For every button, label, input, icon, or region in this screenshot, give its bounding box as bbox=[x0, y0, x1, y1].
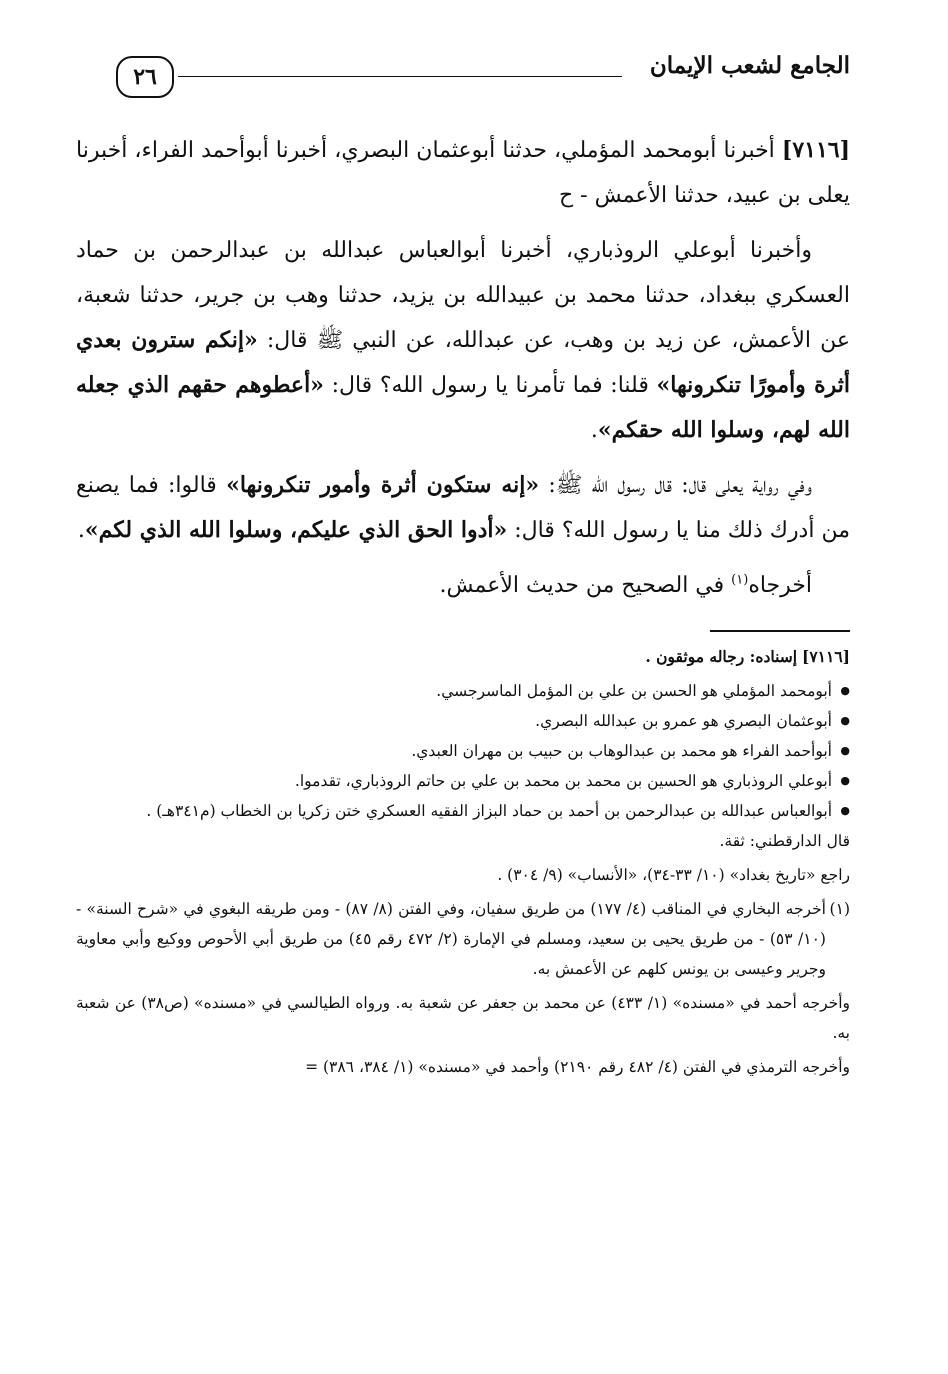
list-item: ● أبوعلي الروذباري هو الحسين بن محمد بن محمد بن علي بن حاتم الروذباري، تقدموا. bbox=[76, 766, 850, 796]
narrators-list bbox=[76, 676, 850, 826]
page-number: ٢٦ bbox=[116, 56, 174, 98]
punctuation: . bbox=[77, 518, 85, 543]
narration-text: قلنا: فما تأمرنا يا رسول الله؟ قال: bbox=[323, 373, 657, 398]
hadith-number: [٧١١٦] bbox=[781, 137, 850, 163]
footnote-text: أخرجه البخاري في المناقب (٤/ ١٧٧) من طريق سفيان، وفي الفتن (٨/ ٨٧) - ومن طريقه البغوي في «شرح السنة» - (١٠/ ٥٣) - من طريق يحيى بن سعيد، ومسلم في الإمارة (٢/ ٤٧٢ رقم ٤٥) من طريق أبي الأحوص ووكيع وأبي معاوية وجرير وعيسى بن يونس كلهم عن الأعمش به. bbox=[76, 900, 826, 978]
book-page bbox=[76, 40, 850, 1340]
list-item: ● أبومحمد المؤملي هو الحسن بن علي بن المؤمل الماسرجسي. bbox=[76, 676, 850, 706]
hadith-paragraph-4 bbox=[76, 563, 850, 608]
narration-text: وفي رواية يعلى قال: قال رسول الله ﷺ: bbox=[539, 473, 813, 498]
list-item: ● أبوالعباس عبدالله بن عبدالرحمن بن أحمد بن حماد البزاز الفقيه العسكري ختن زكريا بن الخطاب (م٣٤١هـ) . bbox=[76, 796, 850, 826]
footnote-separator bbox=[710, 630, 850, 632]
header-rule bbox=[178, 76, 622, 77]
footnote-continuation: وأخرجه أحمد في «مسنده» (١/ ٤٣٣) عن محمد بن جعفر عن شعبة به. ورواه الطيالسي في «مسنده» (ص٣٨) عن شعبة به. bbox=[76, 994, 850, 1042]
page-header bbox=[76, 40, 850, 110]
isnad-text-1: أخبرنا أبومحمد المؤملي، حدثنا أبوعثمان البصري، أخبرنا أبوأحمد الفراء، أخبرنا يعلى بن عبيد، حدثنا الأعمش - ح bbox=[76, 138, 850, 208]
refer-note: راجع «تاريخ بغداد» (١٠/ ٣٣-٣٤)، «الأنساب» (٩/ ٣٠٤) . bbox=[497, 866, 850, 884]
isnad-note bbox=[76, 642, 850, 672]
daraqutni-note: قال الدارقطني: ثقة. bbox=[719, 832, 850, 850]
footnote-number: (١) bbox=[829, 900, 850, 918]
isnad-heading: إسناده: رجاله موثقون . bbox=[645, 647, 798, 666]
footnotes bbox=[76, 642, 850, 1082]
matn-quote: «أعطوهم حقهم الذي جعله الله لهم، وسلوا الله حقكم» bbox=[76, 372, 850, 443]
takhrij-text: في الصحيح من حديث الأعمش. bbox=[439, 573, 732, 598]
hadith-paragraph-3 bbox=[76, 463, 850, 553]
isnad-text-2: وأخبرنا أبوعلي الروذباري، أخبرنا أبوالعباس عبدالله بن عبدالرحمن بن حماد العسكري ببغداد، حدثنا محمد بن عبيدالله بن يزيد، حدثنا وهب بن جرير، حدثنا شعبة، عن الأعمش، عن زيد بن وهب، عن عبدالله، عن النبي ﷺ قال: bbox=[76, 238, 850, 353]
narration-text: قالوا: فما يصنع من أدرك ذلك منا يا رسول الله؟ قال: bbox=[76, 473, 850, 543]
takhrij-text: أخرجاه bbox=[748, 573, 812, 598]
matn-quote: «أدوا الحق الذي عليكم، وسلوا الله الذي لكم» bbox=[84, 517, 508, 543]
footnote-1 bbox=[76, 894, 850, 984]
list-item: ● أبوأحمد الفراء هو محمد بن عبدالوهاب بن حبيب بن مهران العبدي. bbox=[76, 736, 850, 766]
matn-quote: «إنكم سترون بعدي أثرة وأمورًا تنكرونها» bbox=[76, 327, 851, 398]
main-text bbox=[76, 128, 850, 608]
footnote-continuation: وأخرجه الترمذي في الفتن (٤/ ٤٨٢ رقم ٢١٩٠) وأحمد في «مسنده» (١/ ٣٨٤، ٣٨٦) = bbox=[305, 1058, 850, 1076]
hadith-paragraph-1 bbox=[76, 128, 850, 218]
matn-quote: «إنه ستكون أثرة وأمور تنكرونها» bbox=[226, 472, 540, 498]
note-ref: [٧١١٦] bbox=[802, 647, 850, 666]
punctuation: . bbox=[590, 418, 598, 443]
list-item: ● أبوعثمان البصري هو عمرو بن عبدالله البصري. bbox=[76, 706, 850, 736]
hadith-paragraph-2 bbox=[76, 228, 850, 453]
footnote-marker: (١) bbox=[731, 572, 749, 588]
running-title: الجامع لشعب الإيمان bbox=[649, 52, 850, 79]
